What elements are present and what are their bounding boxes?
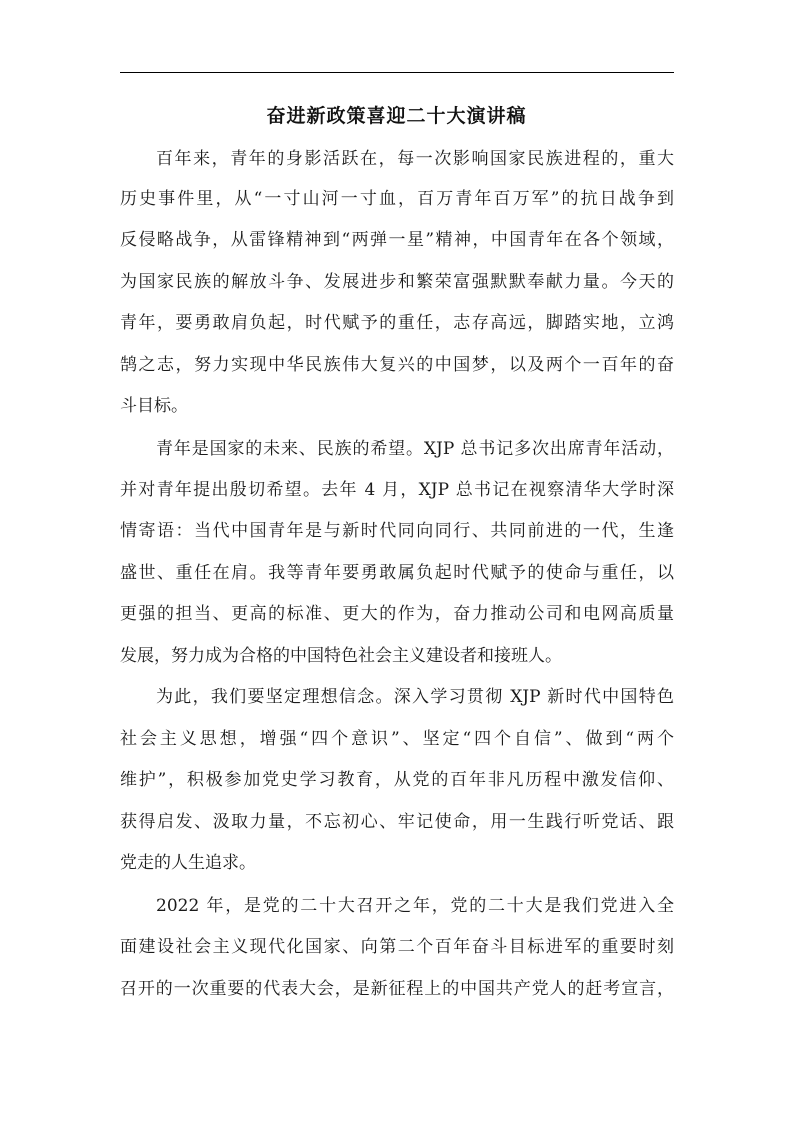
paragraph-1-line-6: 鹄之志，努力实现中华民族伟大复兴的中国梦，以及两个一百年的奋 — [120, 355, 674, 375]
document-title: 奋进新政策喜迎二十大演讲稿 — [266, 105, 527, 127]
paragraph-4-line-2: 面建设社会主义现代化国家、向第二个百年奋斗目标进军的重要时刻 — [120, 937, 674, 957]
paragraph-3-line-1: 为此，我们要坚定理想信念。深入学习贯彻 XJP 新时代中国特色 — [156, 687, 674, 707]
paragraph-2-line-6: 发展，努力成为合格的中国特色社会主义建设者和接班人。 — [120, 646, 562, 666]
paragraph-4-line-3: 召开的一次重要的代表大会，是新征程上的中国共产党人的赶考宣言， — [120, 979, 674, 999]
header-rule — [120, 72, 674, 73]
paragraph-2-line-5: 更强的担当、更高的标准、更大的作为，奋力推动公司和电网高质量 — [120, 604, 674, 624]
paragraph-2-line-4: 盛世、重任在肩。我等青年要勇敢属负起时代赋予的使命与重任，以 — [120, 563, 674, 583]
paragraph-3-line-5: 党走的人生追求。 — [120, 853, 256, 873]
paragraph-3-line-2: 社会主义思想，增强“四个意识”、坚定“四个自信”、做到“两个 — [120, 729, 674, 749]
paragraph-1-line-5: 青年，要勇敢肩负起，时代赋予的重任，志存高远，脚踏实地，立鸿 — [120, 313, 674, 333]
paragraph-1-line-2: 历史事件里，从“一寸山河一寸血，百万青年百万军”的抗日战争到 — [120, 189, 674, 209]
paragraph-2-line-2: 并对青年提出殷切希望。去年 4 月，XJP 总书记在视察清华大学时深 — [120, 480, 674, 500]
paragraph-1-line-3: 反侵略战争，从雷锋精神到“两弹一星”精神，中国青年在各个领域， — [120, 230, 674, 250]
paragraph-1-line-1: 百年来，青年的身影活跃在，每一次影响国家民族进程的，重大 — [156, 149, 674, 169]
paragraph-2-line-3: 情寄语：当代中国青年是与新时代同向同行、共同前进的一代，生逢 — [120, 521, 674, 541]
paragraph-4-line-1: 2022 年，是党的二十大召开之年，党的二十大是我们党进入全 — [156, 896, 674, 916]
paragraph-3-line-4: 获得启发、汲取力量，不忘初心、牢记使命，用一生践行听党话、跟 — [120, 812, 674, 832]
paragraph-2-line-1: 青年是国家的未来、民族的希望。XJP 总书记多次出席青年活动， — [156, 439, 674, 459]
paragraph-1-line-7: 斗目标。 — [120, 396, 188, 416]
paragraph-3-line-3: 维护”，积极参加党史学习教育，从党的百年非凡历程中激发信仰、 — [120, 770, 674, 790]
paragraph-1-line-4: 为国家民族的解放斗争、发展进步和繁荣富强默默奉献力量。今天的 — [120, 272, 674, 292]
